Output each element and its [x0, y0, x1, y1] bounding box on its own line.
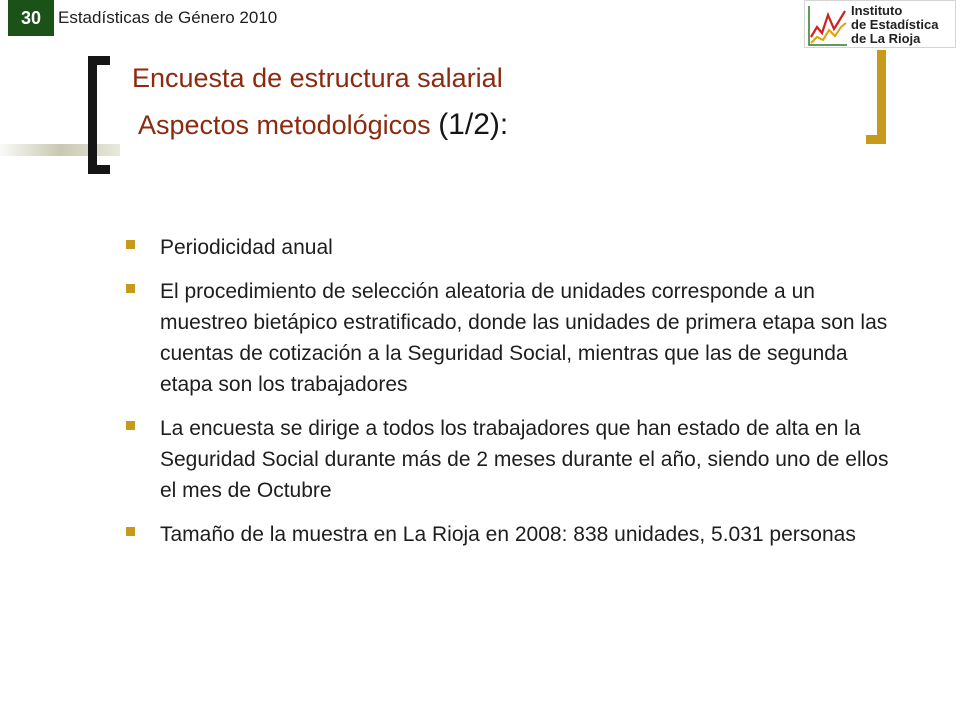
list-item — [126, 232, 906, 263]
institute-logo — [804, 0, 956, 48]
list-item — [126, 413, 906, 506]
page-number: 30 — [20, 7, 42, 28]
left-bracket-decoration — [88, 56, 110, 174]
bullet-list — [126, 232, 906, 563]
square-bullet-icon — [126, 284, 135, 293]
bullet-text: La encuesta se dirige a todos los trabajadores que han estado de alta en la Seguridad Social durante más de 2 meses durante el año, siendo uno de ellos el mes de Octubre — [160, 417, 889, 502]
logo-line: Instituto — [851, 3, 903, 18]
header-title: Estadísticas de Género 2010 — [58, 8, 278, 27]
logo-line: de Estadística — [851, 17, 939, 32]
logo-text — [851, 4, 938, 46]
page-number-badge — [8, 0, 54, 36]
statistics-trend-chart-icon — [807, 3, 849, 47]
slide-title: Encuesta de estructura salarial — [132, 63, 503, 93]
right-bracket-decoration — [866, 50, 886, 144]
square-bullet-icon — [126, 527, 135, 536]
bullet-text: El procedimiento de selección aleatoria de unidades corresponde a un muestreo bietápico estratificado, donde las unidades de primera etapa son las cuentas de cotización a la Seguridad Social, mientras que las de segunda etapa son los trabajadores — [160, 280, 888, 396]
slide-subtitle — [138, 108, 508, 142]
slide-subtitle-suffix: (1/2): — [438, 108, 509, 141]
list-item — [126, 276, 906, 400]
bullet-text: Tamaño de la muestra en La Rioja en 2008: 838 unidades, 5.031 personas — [160, 523, 856, 546]
square-bullet-icon — [126, 240, 135, 249]
square-bullet-icon — [126, 421, 135, 430]
bullet-text: Periodicidad anual — [160, 236, 333, 259]
logo-line: de La Rioja — [851, 31, 921, 46]
list-item — [126, 519, 906, 550]
slide-subtitle-text: Aspectos metodológicos — [138, 110, 431, 140]
